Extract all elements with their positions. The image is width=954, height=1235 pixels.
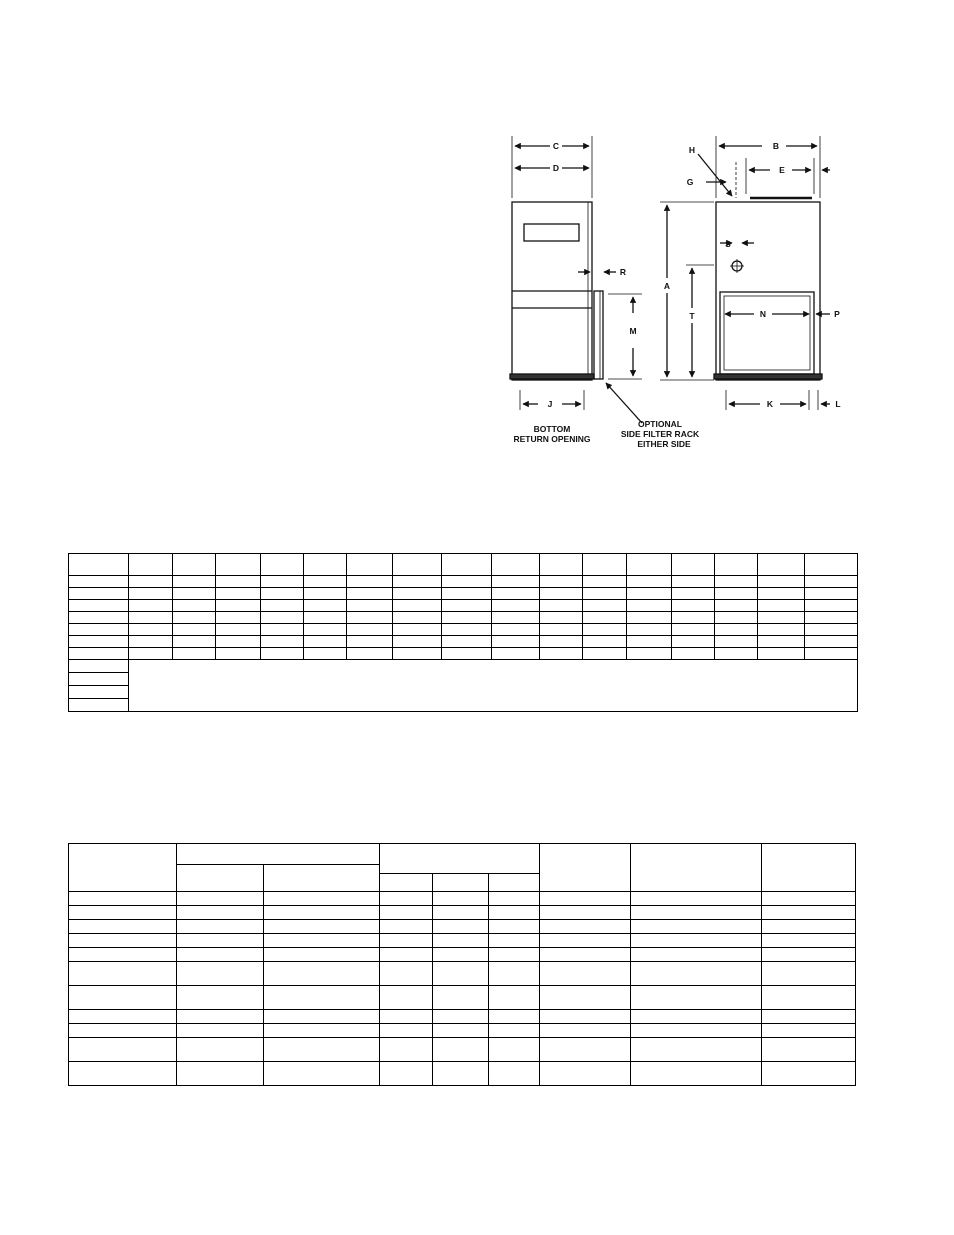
dim-label-p: P xyxy=(834,309,840,319)
dim-label-t: T xyxy=(689,311,695,321)
caption-side-filter-1: OPTIONAL xyxy=(638,419,682,429)
specifications-table xyxy=(68,843,856,1086)
dim-label-g: G xyxy=(686,177,694,187)
table-row xyxy=(69,920,856,934)
table-row xyxy=(69,576,858,588)
side-return-opening xyxy=(720,292,814,374)
table-row xyxy=(69,906,856,920)
caption-side-filter-2: SIDE FILTER RACK xyxy=(620,429,700,439)
dim-label-b: B xyxy=(772,141,780,151)
dim-label-r: R xyxy=(619,267,627,277)
table-row xyxy=(69,600,858,612)
table-row xyxy=(69,948,856,962)
dim-label-k: K xyxy=(766,399,774,409)
dim-label-s: S xyxy=(725,239,731,249)
caption-side-filter-3: EITHER SIDE xyxy=(637,439,691,449)
dim-label-n: N xyxy=(759,309,767,319)
table-row xyxy=(69,892,856,906)
dim-label-j: J xyxy=(547,399,553,409)
dim-label-l: L xyxy=(835,399,841,409)
table-header-row xyxy=(69,844,856,865)
side-view-cabinet xyxy=(716,202,820,380)
dim-label-a: A xyxy=(663,281,671,291)
table-row xyxy=(69,612,858,624)
table-note-row xyxy=(69,660,858,673)
table-header-row xyxy=(69,554,858,576)
unit-dimension-diagram xyxy=(500,128,840,458)
table-row xyxy=(69,934,856,948)
front-view-panel-label xyxy=(524,224,579,241)
table-row xyxy=(69,986,856,1010)
dim-label-c: C xyxy=(552,141,560,151)
table-row xyxy=(69,624,858,636)
table-notes-cell xyxy=(129,660,858,712)
table-row xyxy=(69,962,856,986)
table-row xyxy=(69,1062,856,1086)
table-row xyxy=(69,636,858,648)
table-row xyxy=(69,588,858,600)
caption-bottom-return-2: RETURN OPENING xyxy=(513,434,591,444)
side-filter-rack xyxy=(594,291,603,379)
table-row xyxy=(69,1010,856,1024)
table-row xyxy=(69,1024,856,1038)
dim-label-m: M xyxy=(629,326,637,336)
table-row xyxy=(69,1038,856,1062)
caption-bottom-return-1: BOTTOM xyxy=(533,424,571,434)
dim-label-d: D xyxy=(552,163,560,173)
table-row xyxy=(69,648,858,660)
dim-label-h: H xyxy=(688,145,696,155)
dim-label-e: E xyxy=(779,165,785,175)
dimensions-table xyxy=(68,553,858,712)
